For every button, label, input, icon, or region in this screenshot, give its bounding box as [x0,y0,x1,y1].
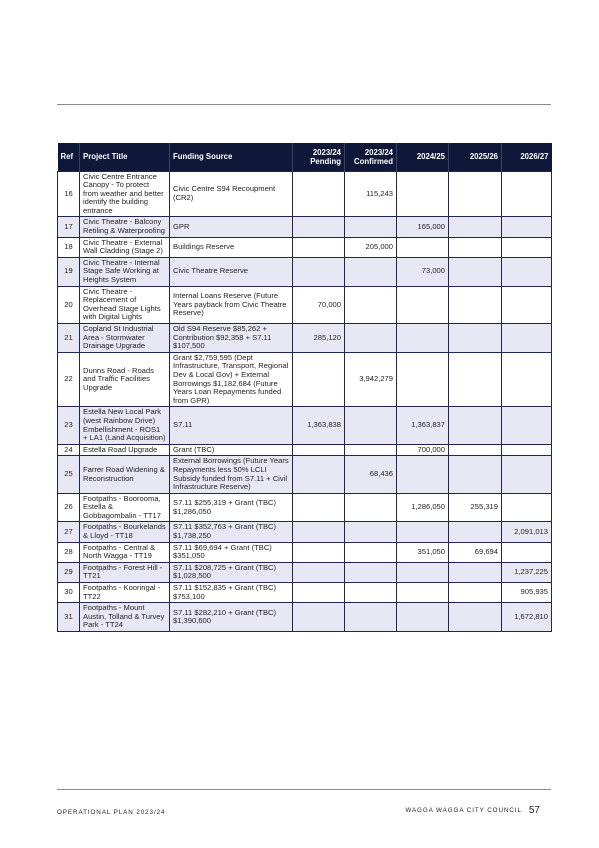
cell-project-title: Footpaths - Bourkelands & Lloyd - TT18 [80,522,170,542]
cell-2023-24-confirmed [345,407,397,444]
cell-2023-24-pending [293,352,345,407]
cell-2023-24-confirmed [345,444,397,456]
cell-2023-24-pending [293,603,345,632]
cell-2024-25 [397,522,449,542]
cell-2026-27 [502,286,552,323]
cell-project-title: Civic Theatre - External Wall Cladding (Stage 2) [80,237,170,257]
cell-2026-27: 1,672,810 [502,603,552,632]
col-header-2025-26: 2025/26 [449,143,502,171]
col-header-confirmed-label: Confirmed [354,156,393,166]
cell-ref: 30 [58,583,80,603]
cell-2023-24-confirmed: 68,436 [345,456,397,493]
cell-project-title: Civic Theatre - Replacement of Overhead Stage Lights with Digital Lights [80,286,170,323]
cell-2026-27 [502,257,552,286]
cell-2026-27 [502,456,552,493]
cell-funding-source: S7.11 [170,407,293,444]
cell-2023-24-pending [293,444,345,456]
cell-2026-27 [502,324,552,353]
cell-2025-26 [449,456,502,493]
cell-ref: 24 [58,444,80,456]
cell-ref: 25 [58,456,80,493]
cell-2026-27 [502,217,552,237]
cell-2025-26 [449,171,502,217]
cell-funding-source: Grant $2,759,595 (Dept Infrastructure, Transport, Regional Dev & Local Gov) + External Borrowings $1,182,684 (Future Years Loan Repayments funded from GPR) [170,352,293,407]
cell-2023-24-pending: 285,120 [293,324,345,353]
cell-2024-25 [397,237,449,257]
cell-2023-24-confirmed [345,257,397,286]
cell-2025-26 [449,286,502,323]
cell-2024-25: 1,363,837 [397,407,449,444]
cell-2025-26 [449,562,502,582]
cell-2024-25 [397,456,449,493]
cell-project-title: Footpaths - Forest Hill - TT21 [80,562,170,582]
cell-2023-24-pending: 70,000 [293,286,345,323]
cell-2024-25 [397,171,449,217]
cell-2024-25 [397,286,449,323]
cell-2025-26 [449,352,502,407]
cell-2024-25 [397,562,449,582]
table-row [58,493,552,522]
cell-2023-24-confirmed [345,522,397,542]
cell-ref: 21 [58,324,80,353]
cell-2025-26: 69,694 [449,542,502,562]
cell-2026-27: 1,237,225 [502,562,552,582]
cell-2025-26 [449,522,502,542]
table-row [58,603,552,632]
table-row [58,352,552,407]
bottom-divider [57,789,551,790]
cell-ref: 26 [58,493,80,522]
cell-2023-24-confirmed [345,217,397,237]
table-row [58,444,552,456]
cell-funding-source: S7.11 $255,319 + Grant (TBC) $1,286,050 [170,493,293,522]
cell-ref: 18 [58,237,80,257]
cell-2025-26 [449,603,502,632]
col-header-pending-label: Pending [310,156,341,166]
cell-2023-24-confirmed [345,324,397,353]
cell-2026-27: 2,091,013 [502,522,552,542]
cell-2024-25: 1,286,050 [397,493,449,522]
cell-2025-26 [449,407,502,444]
table-row [58,237,552,257]
cell-2024-25: 351,050 [397,542,449,562]
cell-2025-26: 255,319 [449,493,502,522]
cell-funding-source: Civic Theatre Reserve [170,257,293,286]
page-number: 57 [528,805,540,816]
cell-2026-27 [502,407,552,444]
cell-funding-source: Old S94 Reserve $85,262 + Contribution $92,358 + S7.11 $107,500 [170,324,293,353]
footer-document-title: OPERATIONAL PLAN 2023/24 [57,809,166,816]
cell-2024-25 [397,603,449,632]
cell-funding-source: S7.11 $352,763 + Grant (TBC) $1,738,250 [170,522,293,542]
col-header-confirmed-year: 2023/24 [364,147,393,157]
cell-2026-27 [502,542,552,562]
cell-project-title: Copland St Industrial Area - Stormwater Drainage Upgrade [80,324,170,353]
cell-ref: 19 [58,257,80,286]
cell-2026-27: 905,935 [502,583,552,603]
cell-2025-26 [449,237,502,257]
cell-2023-24-confirmed: 115,243 [345,171,397,217]
cell-2023-24-pending [293,522,345,542]
cell-2023-24-confirmed [345,603,397,632]
cell-2024-25: 700,000 [397,444,449,456]
table-row [58,407,552,444]
cell-2024-25 [397,352,449,407]
footer-organisation: WAGGA WAGGA CITY COUNCIL [405,807,522,814]
table-row [58,456,552,493]
cell-project-title: Civic Centre Entrance Canopy - To protect from weather and better identify the building entrance [80,171,170,217]
cell-ref: 17 [58,217,80,237]
cell-2023-24-pending [293,257,345,286]
cell-funding-source: S7.11 $282,210 + Grant (TBC) $1,390,600 [170,603,293,632]
cell-project-title: Civic Theatre - Internal Stage Safe Working at Heights System [80,257,170,286]
col-header-2023-24-pending [293,143,345,171]
cell-2026-27 [502,444,552,456]
cell-funding-source: S7.11 $69,694 + Grant (TBC) $351,050 [170,542,293,562]
col-header-project-title: Project Title [80,143,170,171]
cell-2025-26 [449,444,502,456]
cell-project-title: Footpaths - Boorooma, Estella & Gobbagombalin - TT17 [80,493,170,522]
cell-2023-24-pending [293,456,345,493]
footer-right [405,805,540,816]
cell-2026-27 [502,493,552,522]
cell-2024-25 [397,324,449,353]
cell-funding-source: Internal Loans Reserve (Future Years payback from Civic Theatre Reserve) [170,286,293,323]
cell-funding-source: S7.11 $152,835 + Grant (TBC) $753,100 [170,583,293,603]
cell-ref: 27 [58,522,80,542]
cell-2025-26 [449,217,502,237]
cell-2024-25 [397,583,449,603]
table-row [58,542,552,562]
cell-project-title: Dunns Road - Roads and Traffic Facilities Upgrade [80,352,170,407]
capital-works-table [57,143,552,632]
cell-project-title: Estella New Local Park (west Rainbow Drive) Embellishment - ROS1 + LA1 (Land Acquisition) [80,407,170,444]
cell-ref: 31 [58,603,80,632]
table-header-row [58,143,552,171]
cell-funding-source: Grant (TBC) [170,444,293,456]
cell-2023-24-pending [293,542,345,562]
cell-2023-24-pending [293,493,345,522]
cell-ref: 22 [58,352,80,407]
cell-project-title: Footpaths - Mount Austin, Tolland & Turvey Park - TT24 [80,603,170,632]
table-body [58,171,552,632]
top-divider [57,104,551,105]
cell-project-title: Civic Theatre - Balcony Retiling & Waterproofing [80,217,170,237]
cell-ref: 23 [58,407,80,444]
table-row [58,562,552,582]
col-header-ref: Ref [58,143,80,171]
cell-funding-source: Civic Centre S94 Recoupment (CR2) [170,171,293,217]
cell-2023-24-pending [293,171,345,217]
cell-2026-27 [502,171,552,217]
cell-2023-24-pending: 1,363,838 [293,407,345,444]
table-row [58,583,552,603]
col-header-pending-year: 2023/24 [312,147,341,157]
cell-2025-26 [449,583,502,603]
table-row [58,522,552,542]
table-row [58,286,552,323]
cell-2025-26 [449,257,502,286]
cell-project-title: Footpaths - Kooringal - TT22 [80,583,170,603]
cell-project-title: Estella Road Upgrade [80,444,170,456]
cell-2024-25: 165,000 [397,217,449,237]
cell-2023-24-pending [293,217,345,237]
table-row [58,171,552,217]
cell-ref: 16 [58,171,80,217]
col-header-2024-25: 2024/25 [397,143,449,171]
cell-2023-24-confirmed [345,286,397,323]
cell-2023-24-confirmed [345,493,397,522]
table-row [58,257,552,286]
cell-2023-24-confirmed [345,542,397,562]
cell-2023-24-pending [293,237,345,257]
cell-2026-27 [502,352,552,407]
cell-2024-25: 73,000 [397,257,449,286]
cell-ref: 20 [58,286,80,323]
cell-2025-26 [449,324,502,353]
col-header-2023-24-confirmed [345,143,397,171]
col-header-2026-27: 2026/27 [502,143,552,171]
cell-2023-24-confirmed [345,562,397,582]
cell-funding-source: External Borrowings (Future Years Repayments less 50% LCLI Subsidy funded from S7.11 + Civil Infrastructure Reserve) [170,456,293,493]
cell-funding-source: Buildings Reserve [170,237,293,257]
cell-2023-24-confirmed: 205,000 [345,237,397,257]
col-header-funding-source: Funding Source [170,143,293,171]
cell-2023-24-confirmed: 3,942,279 [345,352,397,407]
cell-2023-24-pending [293,562,345,582]
cell-2023-24-pending [293,583,345,603]
cell-ref: 29 [58,562,80,582]
table-row [58,217,552,237]
cell-ref: 28 [58,542,80,562]
cell-project-title: Footpaths - Central & North Wagga - TT19 [80,542,170,562]
cell-funding-source: GPR [170,217,293,237]
cell-funding-source: S7.11 $208,725 + Grant (TBC) $1,028,500 [170,562,293,582]
cell-2026-27 [502,237,552,257]
cell-project-title: Farrer Road Widening & Reconstruction [80,456,170,493]
cell-2023-24-confirmed [345,583,397,603]
table-row [58,324,552,353]
